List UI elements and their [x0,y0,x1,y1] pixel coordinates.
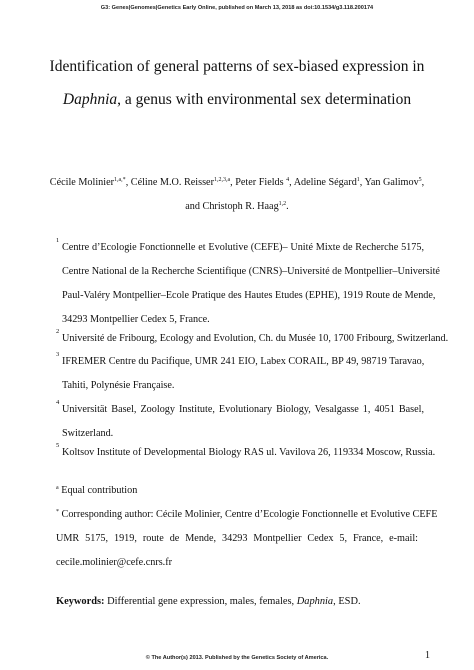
author-separator: , [289,177,294,188]
affiliation-number: 3 [56,351,60,358]
author-list-line-1 [28,178,446,188]
keywords-end: , ESD. [333,596,361,607]
affiliation-line: Université de Fribourg, Ecology and Evolution, Ch. du Musée 10, 1700 Fribourg, Switzerland. [62,333,449,344]
author-name: Céline M.O. Reisser [130,177,214,188]
journal-header: G3: Genes|Genomes|Genetics Early Online, published on March 13, 2018 as doi:10.1534/g3.118.200174 [100,5,374,11]
author-separator: , [359,177,365,188]
title-genus: Daphnia [62,91,118,108]
keywords-genus: Daphnia [296,596,334,607]
corresponding-author-marker: * [56,509,59,515]
title-line-2-rest: , a genus with environmental sex determination [117,91,412,108]
affiliation-line: Centre d’Ecologie Fonctionnelle et Evolutive (CEFE)– Unité Mixte de Recherche 5175, [62,242,424,253]
affiliation-number: 4 [56,399,60,406]
affiliation-number: 2 [56,328,60,335]
author-list-line-2 [28,202,446,212]
affiliation-line: Paul-Valéry Montpellier–Ecole Pratique des Hautes Etudes (EPHE), 1919 Route de Mende, [62,290,436,301]
title-line-2 [30,92,444,108]
title-line-1: Identification of general patterns of sex-biased expression in [49,58,425,75]
corresponding-author-email: cecile.molinier@cefe.cnrs.fr [56,557,173,568]
author-and: and [185,201,203,212]
affiliation-line: Koltsov Institute of Developmental Biology RAS ul. Vavilova 26, 119334 Moscow, Russia. [62,447,436,458]
affiliation-line: Tahiti, Polynésie Française. [62,380,175,391]
equal-contribution-text: Equal contribution [61,485,138,496]
author-name: Peter Fields [235,177,284,188]
author-affiliation-marker: 5 [418,177,422,183]
author-separator: , [125,177,131,188]
author-name: Cécile Molinier [49,177,115,188]
author-end: . [286,201,289,212]
author-name: Christoph R. Haag [202,201,279,212]
page-number: 1 [425,650,430,661]
author-separator: , [230,177,236,188]
affiliation-number: 1 [56,237,60,244]
affiliation-line: Centre National de la Recherche Scientifique (CNRS)–Université de Montpellier–Université [62,266,440,277]
corresponding-author-line [56,509,438,520]
author-separator: , [421,177,425,188]
equal-contribution-note [56,486,418,496]
keywords-label: Keywords: [56,596,105,607]
copyright-footer: © The Author(s) 2013. Published by the Genetics Society of America. [145,655,329,661]
corresponding-author-line: UMR 5175, 1919, route de Mende, 34293 Montpellier Cedex 5, France, e-mail: [56,533,418,544]
affiliation-number: 5 [56,442,60,449]
corresponding-author-text: Corresponding author: Cécile Molinier, Centre d’Ecologie Fonctionnelle et Evolutive CEFE [61,509,438,520]
affiliation-line: Universität Basel, Zoology Institute, Evolutionary Biology, Vesalgasse 1, 4051 Basel, [62,404,424,415]
keywords-text: Differential gene expression, males, females, [104,596,297,607]
author-name: Adeline Ségard [293,177,357,188]
author-name: Yan Galimov [364,177,419,188]
author-affiliation-marker: 1,2,3,a [213,177,231,183]
author-affiliation-marker: 4 [286,177,290,183]
affiliation-line: 34293 Montpellier Cedex 5, France. [62,314,210,325]
author-affiliation-marker: 1,2 [278,201,287,207]
keywords [56,597,361,607]
equal-contribution-marker: a [56,485,59,491]
affiliation-line: IFREMER Centre du Pacifique, UMR 241 EIO, Labex CORAIL, BP 49, 98719 Taravao, [62,356,425,367]
author-affiliation-marker: 1,a,* [114,177,126,183]
affiliation-line: Switzerland. [62,428,114,439]
author-affiliation-marker: 1 [356,177,360,183]
